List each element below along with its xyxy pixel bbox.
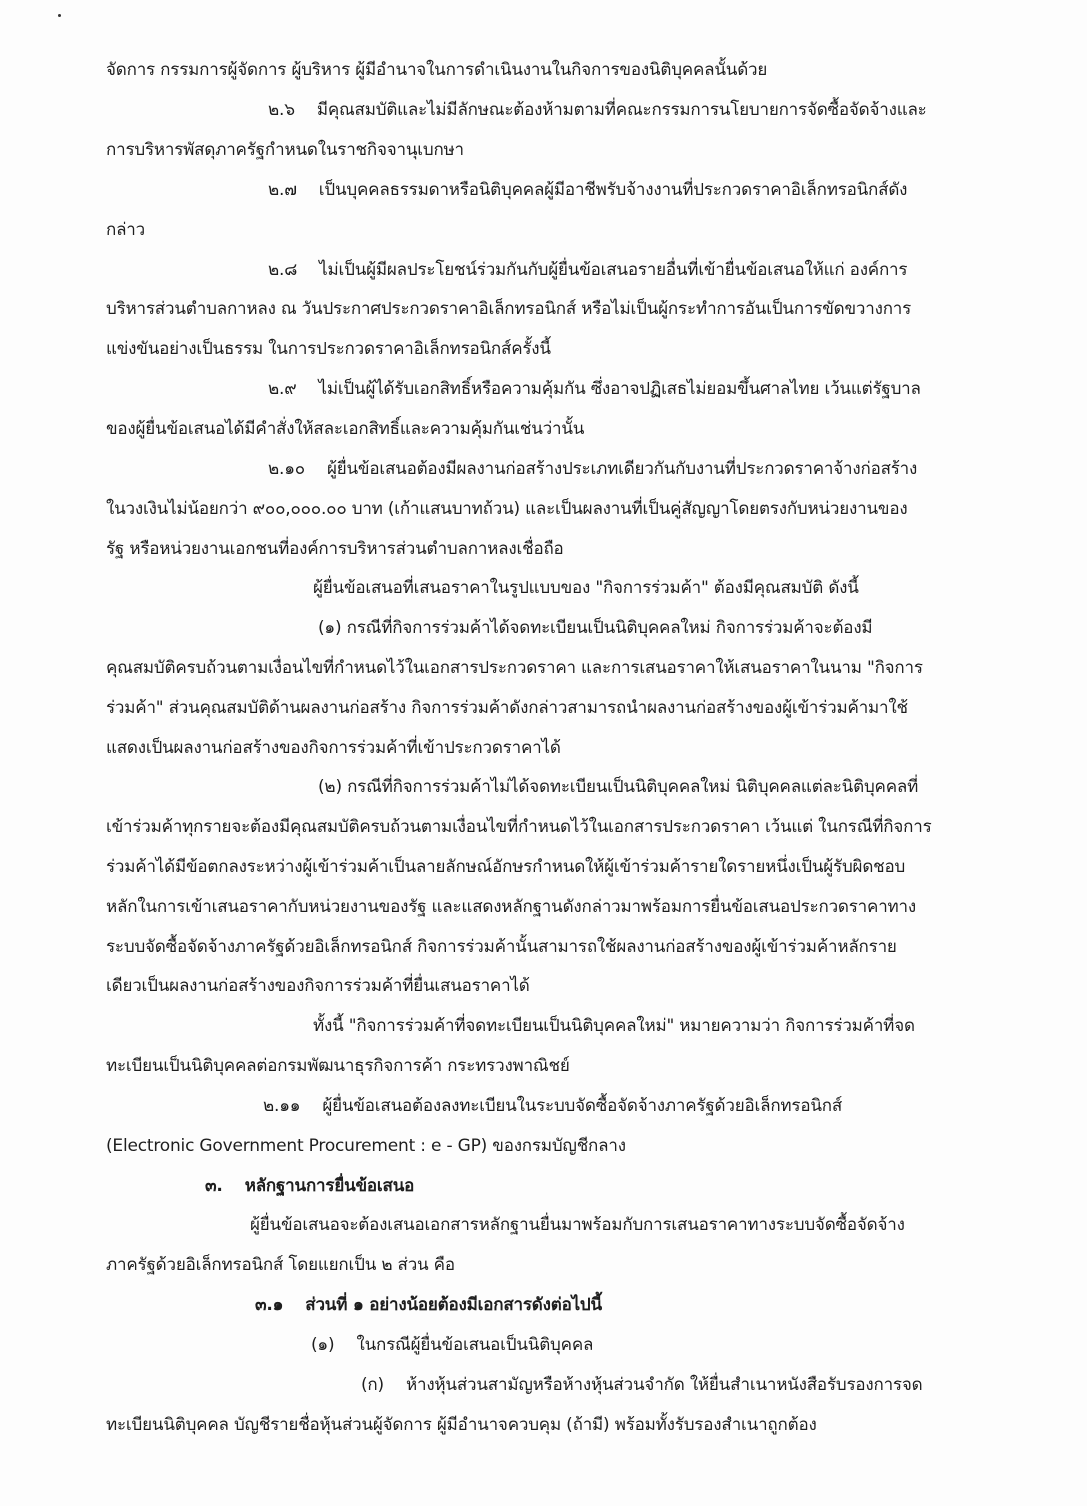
clause-number: ๒.๗ [268,180,297,200]
text-line: บริหารส่วนตำบลกาหลง ณ วันประกาศประกวดราคาอิเล็กทรอนิกส์ หรือไม่เป็นผู้กระทำการอันเป็นการขัดขวางการ [106,299,912,319]
text-line: (๒) กรณีที่กิจการร่วมค้าไม่ได้จดทะเบียนเป็นนิติบุคคลใหม่ นิติบุคคลแต่ละนิติบุคคลที่ [318,777,919,797]
text-line: ทั้งนี้ "กิจการร่วมค้าที่จดทะเบียนเป็นนิติบุคคลใหม่" หมายความว่า กิจการร่วมค้าที่จด [313,1016,915,1036]
clause-2-11: ๒.๑๑ ผู้ยื่นข้อเสนอต้องลงทะเบียนในระบบจัดซื้อจัดจ้างภาครัฐด้วยอิเล็กทรอนิกส์ [263,1096,843,1116]
text-line: ผู้ยื่นข้อเสนอที่เสนอราคาในรูปแบบของ "กิจการร่วมค้า" ต้องมีคุณสมบัติ ดังนี้ [313,578,859,598]
text-line: เดียวเป็นผลงานก่อสร้างของกิจการร่วมค้าที่ยื่นเสนอราคาได้ [106,976,530,996]
text-line: (Electronic Government Procurement : e - GP) ของกรมบัญชีกลาง [106,1136,626,1156]
clause-number: ๒.๖ [268,100,295,120]
subclause-1: (๑) ในกรณีผู้ยื่นข้อเสนอเป็นนิติบุคคล [311,1335,594,1355]
text-line: จัดการ กรรมการผู้จัดการ ผู้บริหาร ผู้มีอำนาจในการดำเนินงานในกิจการของนิติบุคคลนั้นด้วย [106,60,768,80]
text-line: ของผู้ยื่นข้อเสนอได้มีคำสั่งให้สละเอกสิทธิ์และความคุ้มกันเช่นว่านั้น [106,419,585,439]
text-line: ทะเบียนเป็นนิติบุคคลต่อกรมพัฒนาธุรกิจการค้า กระทรวงพาณิชย์ [106,1056,570,1076]
clause-number: (ก) [361,1375,384,1395]
clause-2-7: ๒.๗ เป็นบุคคลธรรมดาหรือนิติบุคคลผู้มีอาชีพรับจ้างงานที่ประกวดราคาอิเล็กทรอนิกส์ดัง [268,180,908,200]
text-line: รัฐ หรือหน่วยงานเอกชนที่องค์การบริหารส่วนตำบลกาหลงเชื่อถือ [106,539,564,559]
text-line: ภาครัฐด้วยอิเล็กทรอนิกส์ โดยแยกเป็น ๒ ส่วน คือ [106,1255,455,1275]
text-line: ในวงเงินไม่น้อยกว่า ๙๐๐,๐๐๐.๐๐ บาท (เก้าแสนบาทถ้วน) และเป็นผลงานที่เป็นคู่สัญญาโดยตรงกับหน่วยงานของ [106,499,908,519]
text-line: เข้าร่วมค้าทุกรายจะต้องมีคุณสมบัติครบถ้วนตามเงื่อนไขที่กำหนดไว้ในเอกสารประกวดราคา เว้นแต่ ในกรณีที่กิจการ [106,817,932,837]
clause-number: ๒.๙ [268,379,297,399]
clause-2-6: ๒.๖ มีคุณสมบัติและไม่มีลักษณะต้องห้ามตามที่คณะกรรมการนโยบายการจัดซื้อจัดจ้างและ [268,100,927,120]
clause-number: (๑) [311,1335,335,1355]
clause-2-10: ๒.๑๐ ผู้ยื่นข้อเสนอต้องมีผลงานก่อสร้างประเภทเดียวกันกับงานที่ประกวดราคาจ้างก่อสร้าง [268,459,918,479]
text-line: ร่วมค้าได้มีข้อตกลงระหว่างผู้เข้าร่วมค้าเป็นลายลักษณ์อักษรกำหนดให้ผู้เข้าร่วมค้ารายใดรายหนึ่งเป็นผู้รับผิดชอบ [106,857,906,877]
section-3-heading: ๓. หลักฐานการยื่นข้อเสนอ [205,1176,415,1196]
section-3-1-heading: ๓.๑ ส่วนที่ ๑ อย่างน้อยต้องมีเอกสารดังต่อไปนี้ [255,1295,602,1315]
clause-number: ๒.๘ [268,260,298,280]
text-line: การบริหารพัสดุภาครัฐกำหนดในราชกิจจานุเบกษา [106,140,464,160]
clause-2-9: ๒.๙ ไม่เป็นผู้ได้รับเอกสิทธิ์หรือความคุ้มกัน ซึ่งอาจปฏิเสธไม่ยอมขึ้นศาลไทย เว้นแต่รัฐบาล [268,379,921,399]
section-number: ๓.๑ [255,1295,284,1315]
text-line: กล่าว [106,220,146,240]
subclause-ka: (ก) ห้างหุ้นส่วนสามัญหรือห้างหุ้นส่วนจำกัด ให้ยื่นสำเนาหนังสือรับรองการจด [361,1375,923,1395]
text-line: ร่วมค้า" ส่วนคุณสมบัติด้านผลงานก่อสร้าง กิจการร่วมค้าดังกล่าวสามารถนำผลงานก่อสร้างของผู้เข้าร่วมค้ามาใช้ [106,698,908,718]
text-line: แสดงเป็นผลงานก่อสร้างของกิจการร่วมค้าที่เข้าประกวดราคาได้ [106,738,561,758]
text-line: ทะเบียนนิติบุคคล บัญชีรายชื่อหุ้นส่วนผู้จัดการ ผู้มีอำนาจควบคุม (ถ้ามี) พร้อมทั้งรับรองสำเนาถูกต้อง [106,1415,817,1435]
text-line: คุณสมบัติครบถ้วนตามเงื่อนไขที่กำหนดไว้ในเอกสารประกวดราคา และการเสนอราคาให้เสนอราคาในนาม "กิจการ [106,658,923,678]
text-line: แข่งขันอย่างเป็นธรรม ในการประกวดราคาอิเล็กทรอนิกส์ครั้งนี้ [106,339,551,359]
clause-number: ๒.๑๑ [263,1096,301,1116]
text-line: ผู้ยื่นข้อเสนอจะต้องเสนอเอกสารหลักฐานยื่นมาพร้อมกับการเสนอราคาทางระบบจัดซื้อจัดจ้าง [250,1215,905,1235]
text-line: ระบบจัดซื้อจัดจ้างภาครัฐด้วยอิเล็กทรอนิกส์ กิจการร่วมค้านั้นสามารถใช้ผลงานก่อสร้างของผู้เข้าร่วมค้าหลักราย [106,937,897,957]
text-line: (๑) กรณีที่กิจการร่วมค้าได้จดทะเบียนเป็นนิติบุคคลใหม่ กิจการร่วมค้าจะต้องมี [318,618,873,638]
clause-number: ๒.๑๐ [268,459,305,479]
section-number: ๓. [205,1176,223,1196]
text-line: หลักในการเข้าเสนอราคากับหน่วยงานของรัฐ และแสดงหลักฐานดังกล่าวมาพร้อมการยื่นข้อเสนอประกวดราคาทาง [106,897,917,917]
scan-speck [58,14,61,17]
clause-2-8: ๒.๘ ไม่เป็นผู้มีผลประโยชน์ร่วมกันกับผู้ยื่นข้อเสนอรายอื่นที่เข้ายื่นข้อเสนอให้แก่ องค์การ [268,260,908,280]
